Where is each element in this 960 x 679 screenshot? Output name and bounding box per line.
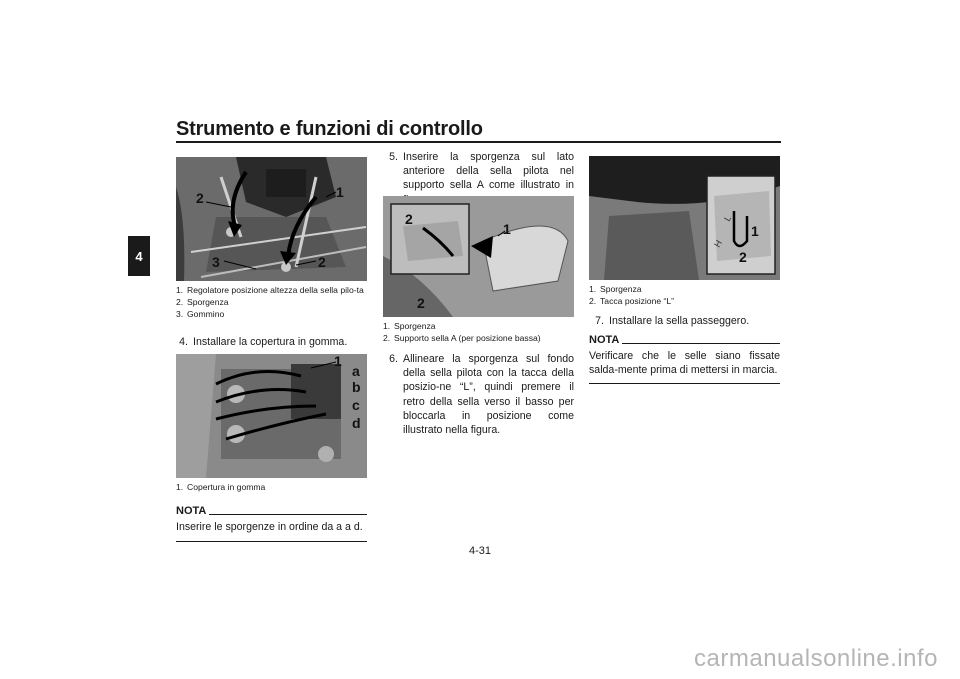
nota-label: NOTA xyxy=(589,334,620,346)
page-number: 4-31 xyxy=(468,545,492,557)
nota-heading xyxy=(176,505,367,517)
figure1-label-2: 2 xyxy=(196,190,204,206)
caption-num: 1. xyxy=(383,321,391,331)
figure2-label-d: d xyxy=(352,415,361,431)
nota-text: Inserire le sporgenze in ordine da a a d. xyxy=(176,521,363,533)
caption-num: 2. xyxy=(589,296,597,306)
figure-seat-height-adjuster xyxy=(176,157,367,281)
caption-text: Gommino xyxy=(187,309,225,319)
figure3-label-2b: 2 xyxy=(417,295,425,311)
nota-label: NOTA xyxy=(176,505,207,517)
caption-num: 2. xyxy=(176,297,184,307)
figure4-mark-h: H xyxy=(712,238,724,249)
step-text: Allineare la sporgenza sul fondo della sella pilota con la tacca della posizio-ne “L”, quindi premere il retro della sella verso il basso per bloccarla in posizione come illustrato nella figura. xyxy=(403,353,574,437)
figure4-captions xyxy=(589,283,780,307)
figure2-label-b: b xyxy=(352,379,361,395)
page-title: Strumento e funzioni di controllo xyxy=(176,118,483,140)
step-number: 5. xyxy=(389,151,398,163)
step-text: Inserire la sporgenza sul lato anteriore della sella pilota nel supporto sella A come illustrato in xyxy=(403,151,574,192)
caption-text: Sporgenza xyxy=(187,297,229,307)
nota-box-2 xyxy=(589,334,780,384)
caption-num: 1. xyxy=(176,482,184,492)
step-6 xyxy=(382,352,574,437)
figure1-label-1: 1 xyxy=(336,184,344,200)
figure3-label-1: 1 xyxy=(503,221,511,237)
figure-seat-bracket-a xyxy=(383,196,574,317)
figure4-label-2: 2 xyxy=(739,249,747,265)
step-text: Installare la sella passeggero. xyxy=(609,315,750,327)
caption-text: Sporgenza xyxy=(394,321,436,331)
caption-num: 1. xyxy=(176,285,184,295)
watermark: carmanualsonline.info xyxy=(694,645,938,672)
figure2-label-1: 1 xyxy=(334,354,342,369)
caption-num: 1. xyxy=(589,284,597,294)
caption-text: Tacca posizione “L” xyxy=(600,296,675,306)
nota-box-1 xyxy=(176,505,367,542)
caption-num: 3. xyxy=(176,309,184,319)
caption-text: Regolatore posizione altezza della sella pilo-ta xyxy=(187,285,364,295)
caption-text: Sporgenza xyxy=(600,284,642,294)
figure4-label-1: 1 xyxy=(751,223,759,239)
nota-text: Verificare che le selle siano fissate salda-mente prima di mettersi in marcia. xyxy=(589,350,780,377)
figure1-label-3: 3 xyxy=(212,254,220,270)
step-4 xyxy=(172,335,367,349)
figure2-label-c: c xyxy=(352,397,360,413)
figure-rubber-cover xyxy=(176,354,367,478)
chapter-tab: 4 xyxy=(128,236,150,276)
nota-end-rule xyxy=(589,383,780,384)
nota-heading xyxy=(589,334,780,346)
step-text: Installare la copertura in gomma. xyxy=(193,336,348,348)
title-rule xyxy=(176,141,781,143)
step-number: 7. xyxy=(595,315,604,327)
figure3-captions xyxy=(383,320,574,344)
figure1-label-2b: 2 xyxy=(318,254,326,270)
figure4-mark-l: L xyxy=(722,213,734,223)
figure3-label-2: 2 xyxy=(405,211,413,227)
figure2-captions xyxy=(176,481,367,493)
step-number: 6. xyxy=(389,353,398,365)
caption-text: Copertura in gomma xyxy=(187,482,266,492)
caption-text: Supporto sella A (per posizione bassa) xyxy=(394,333,541,343)
figure1-captions xyxy=(176,284,367,320)
figure2-label-a: a xyxy=(352,363,360,379)
step-7 xyxy=(588,314,780,328)
nota-end-rule xyxy=(176,541,367,542)
caption-num: 2. xyxy=(383,333,391,343)
step-number: 4. xyxy=(179,336,188,348)
figure-l-position-notch xyxy=(589,156,780,280)
